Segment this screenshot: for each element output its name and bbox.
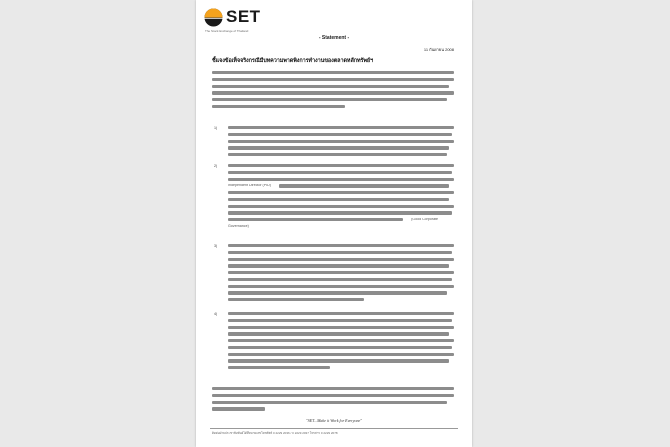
statement-date: 11 กันยายน 2008 — [423, 47, 454, 52]
sun-logo-icon — [204, 8, 223, 27]
governance-fragment: Governance) — [228, 224, 249, 229]
list-item-1 — [228, 126, 454, 160]
list-marker-1: 1) — [214, 126, 218, 130]
list-marker-4: 4) — [214, 312, 218, 316]
set-logo — [204, 7, 294, 33]
list-marker-3: 3) — [214, 244, 218, 248]
statement-page — [196, 0, 472, 447]
statement-title: ชี้แจงข้อเท็จจริงกรณีมีบทความพาดพิงการทำงานของตลาดหลักทรัพย์ฯ — [212, 58, 373, 64]
list-item-2 — [228, 164, 454, 229]
pid-fragment: Independent Director (PID) — [228, 184, 271, 188]
intro-paragraph — [212, 71, 454, 112]
cg-fragment: (Good Corporate — [411, 218, 439, 222]
closing-paragraph — [212, 387, 454, 414]
statement-heading: - Statement - — [318, 35, 350, 41]
logo-text: SET — [226, 7, 261, 26]
footer-divider — [210, 428, 458, 429]
list-item-4 — [228, 312, 454, 373]
list-item-3 — [228, 244, 454, 305]
tagline: "SET...Make it Work for Everyone" — [306, 418, 362, 423]
logo-subtitle: The Stock Exchange of Thailand — [205, 29, 249, 33]
list-marker-2: 2) — [214, 164, 218, 168]
footer-contact: ติดต่อฝ่ายประชาสัมพันธ์ได้ที่หมายเลขโทรศัพท์ 0 2229 2036 / 0 2229 2037 โทรสาร 0 2229 2078 — [212, 431, 338, 435]
